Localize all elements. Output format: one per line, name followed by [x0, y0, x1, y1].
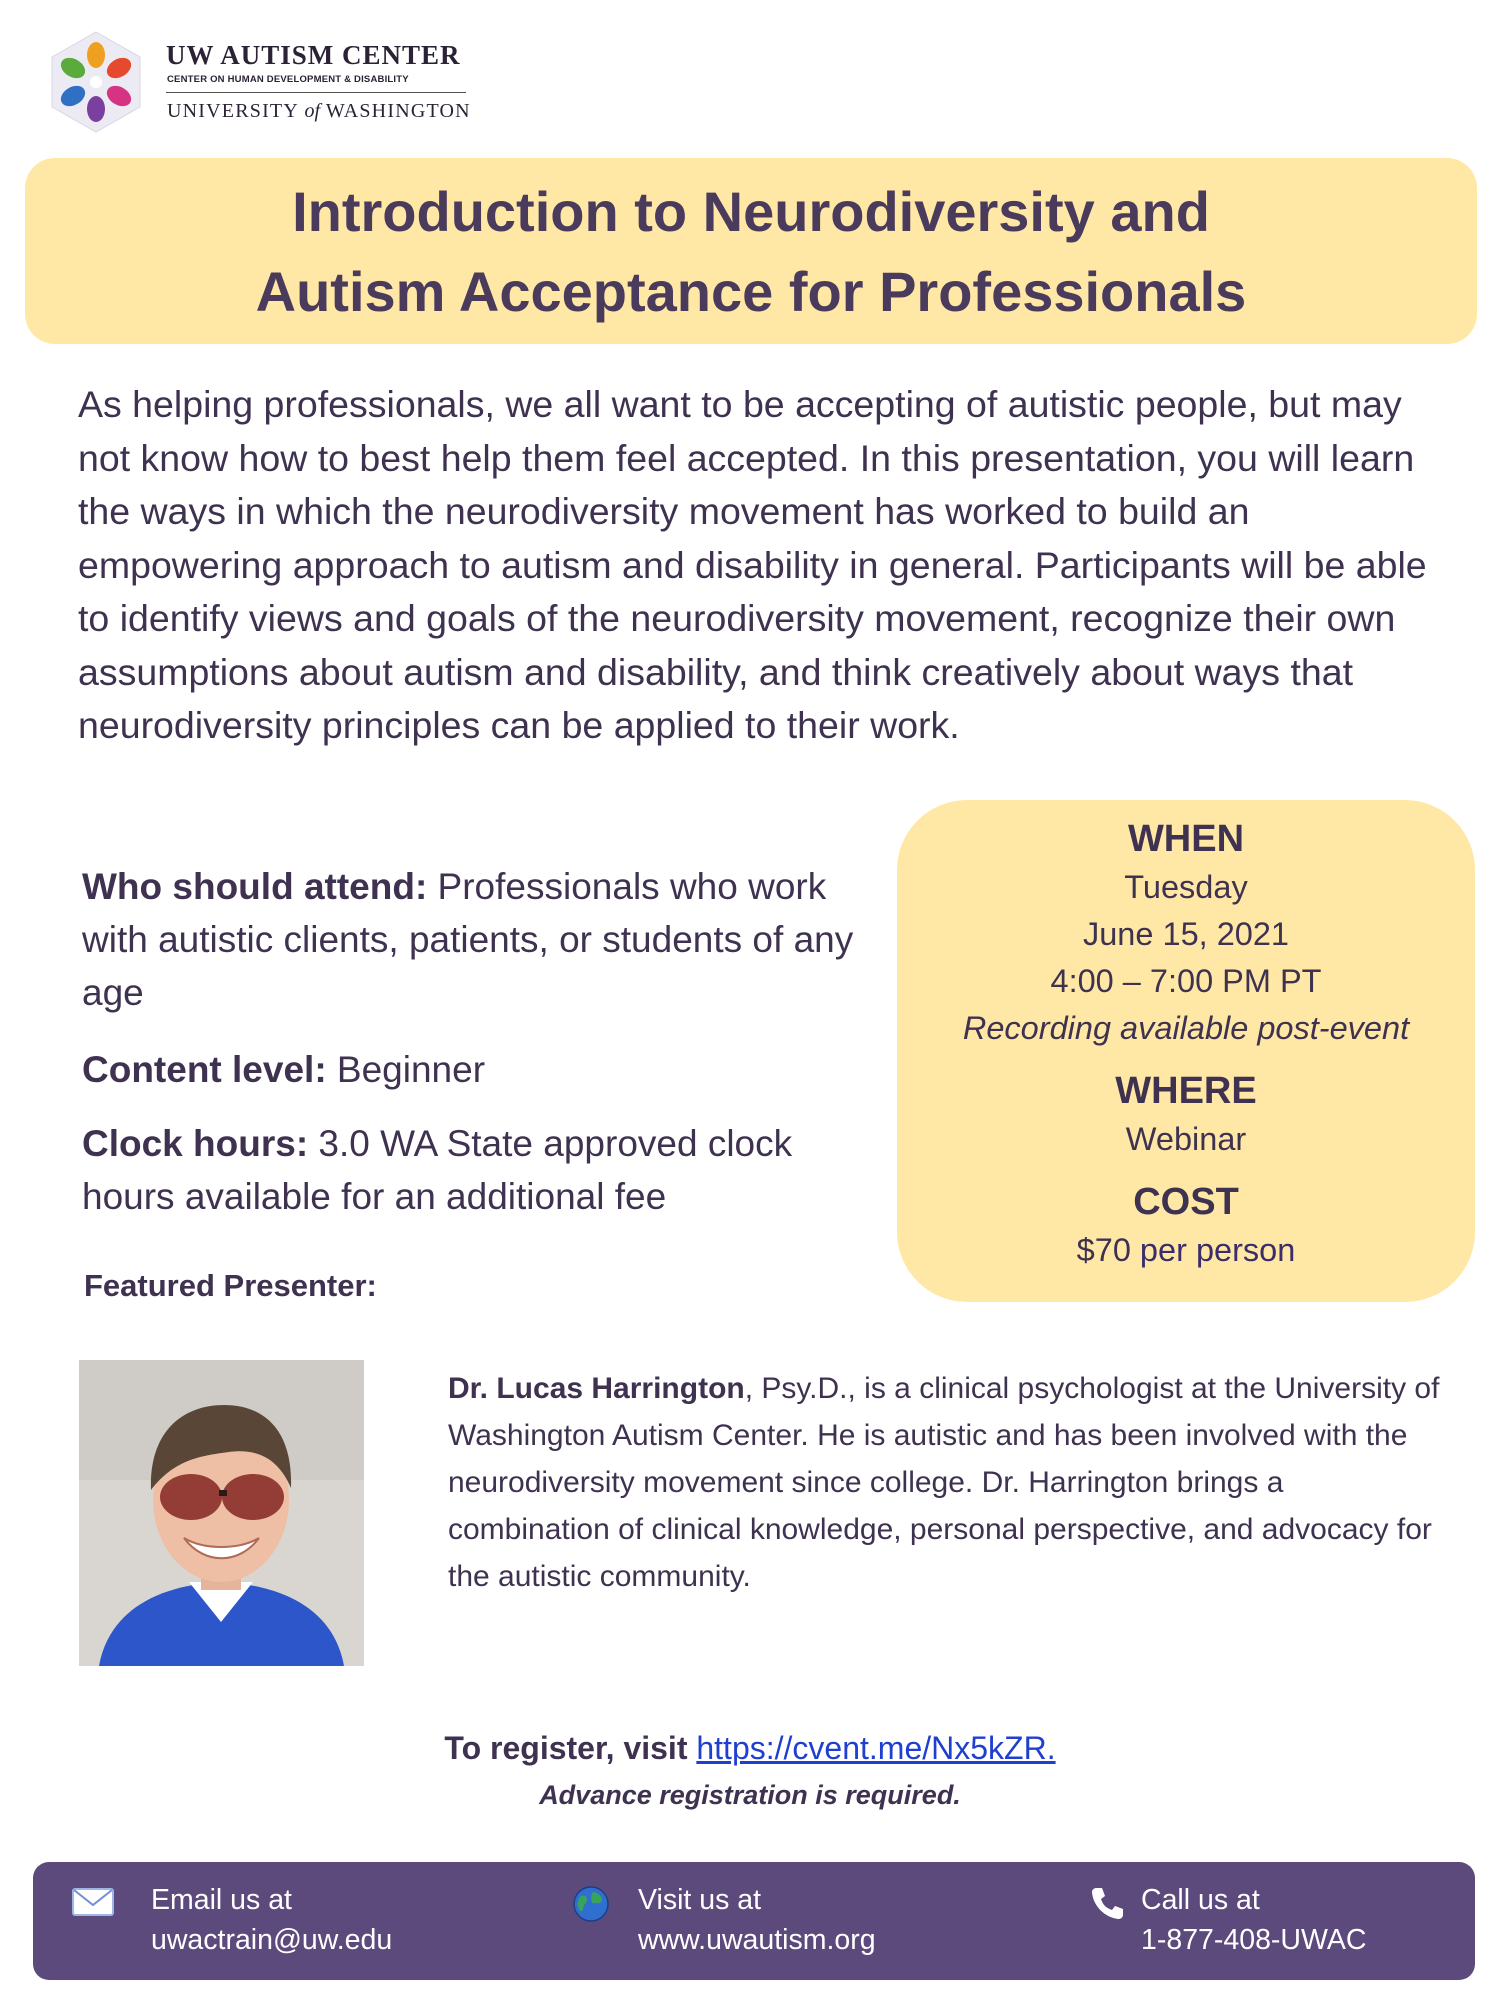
detail-who-should-attend: Who should attend: Professionals who work with autistic clients, patients, or students of any age	[82, 866, 854, 1013]
phone-icon	[1088, 1884, 1126, 1922]
page-title	[25, 172, 1477, 332]
event-time: 4:00 – 7:00 PM PT	[1050, 963, 1322, 999]
email-address[interactable]: uwactrain@uw.edu	[151, 1924, 393, 1956]
university-name: UNIVERSITY of WASHINGTON	[167, 100, 471, 122]
event-day: Tuesday	[1124, 869, 1248, 905]
detail-content-level: Content level: Beginner	[82, 1049, 486, 1090]
where-heading: WHERE	[1115, 1070, 1257, 1112]
website-url[interactable]: www.uwautism.org	[638, 1924, 876, 1956]
globe-icon	[571, 1884, 611, 1924]
cost-heading: COST	[1133, 1181, 1239, 1223]
event-location: Webinar	[1125, 1121, 1247, 1157]
event-info	[897, 814, 1475, 1274]
contact-email: Email us at uwactrain@uw.edu	[151, 1880, 392, 1960]
contact-footer	[33, 1862, 1475, 1980]
detail-clock-hours: Clock hours: 3.0 WA State approved clock hours available for an additional fee	[82, 1123, 793, 1217]
when-heading: WHEN	[1127, 818, 1245, 860]
title-line-2: Autism Acceptance for Professionals	[255, 260, 1247, 323]
org-name: UW AUTISM CENTER	[166, 40, 461, 70]
phone-number[interactable]: 1-877-408-UWAC	[1141, 1924, 1367, 1956]
recording-note: Recording available post-event	[962, 1010, 1410, 1046]
hexagon-hands-logo-icon	[44, 30, 148, 134]
presenter-bio: Dr. Lucas Harrington, Psy.D., is a clinical psychologist at the University of Washington Autism Center. He is autistic and has been involved with the neurodiversity movement since college. Dr. Harrington brings a combination of clinical knowledge, personal perspective, and advocacy for the autistic community.	[448, 1372, 1440, 1593]
presenter-name: Dr. Lucas Harrington	[448, 1372, 745, 1405]
org-subtitle: CENTER ON HUMAN DEVELOPMENT & DISABILITY	[167, 74, 409, 85]
title-line-1: Introduction to Neurodiversity and	[292, 180, 1210, 243]
envelope-icon	[71, 1884, 115, 1920]
featured-presenter-label: Featured Presenter:	[84, 1268, 377, 1303]
intro-paragraph: As helping professionals, we all want to be accepting of autistic people, but may not know how to best help them feel accepted. In this presentation, you will learn the ways in which the neurodiversity movement has worked to build an empowering approach to autism and disability in general. Participants will be able to identify views and goals of the neurodiversity movement, recognize their own assumptions about autism and disability, and think creatively about ways that neurodiversity principles can be applied to their work.	[78, 383, 1427, 746]
presenter-photo	[79, 1360, 364, 1666]
contact-phone: Call us at 1-877-408-UWAC	[1141, 1880, 1366, 1960]
advance-registration-note: Advance registration is required.	[539, 1780, 961, 1810]
register-line: To register, visit https://cvent.me/Nx5kZR.	[444, 1730, 1056, 1766]
event-cost: $70 per person	[1076, 1232, 1296, 1268]
event-date: June 15, 2021	[1082, 916, 1289, 952]
header-logo	[44, 30, 471, 134]
contact-website: Visit us at www.uwautism.org	[638, 1880, 876, 1960]
register-link[interactable]: https://cvent.me/Nx5kZR.	[696, 1730, 1056, 1766]
org-divider	[166, 92, 466, 93]
